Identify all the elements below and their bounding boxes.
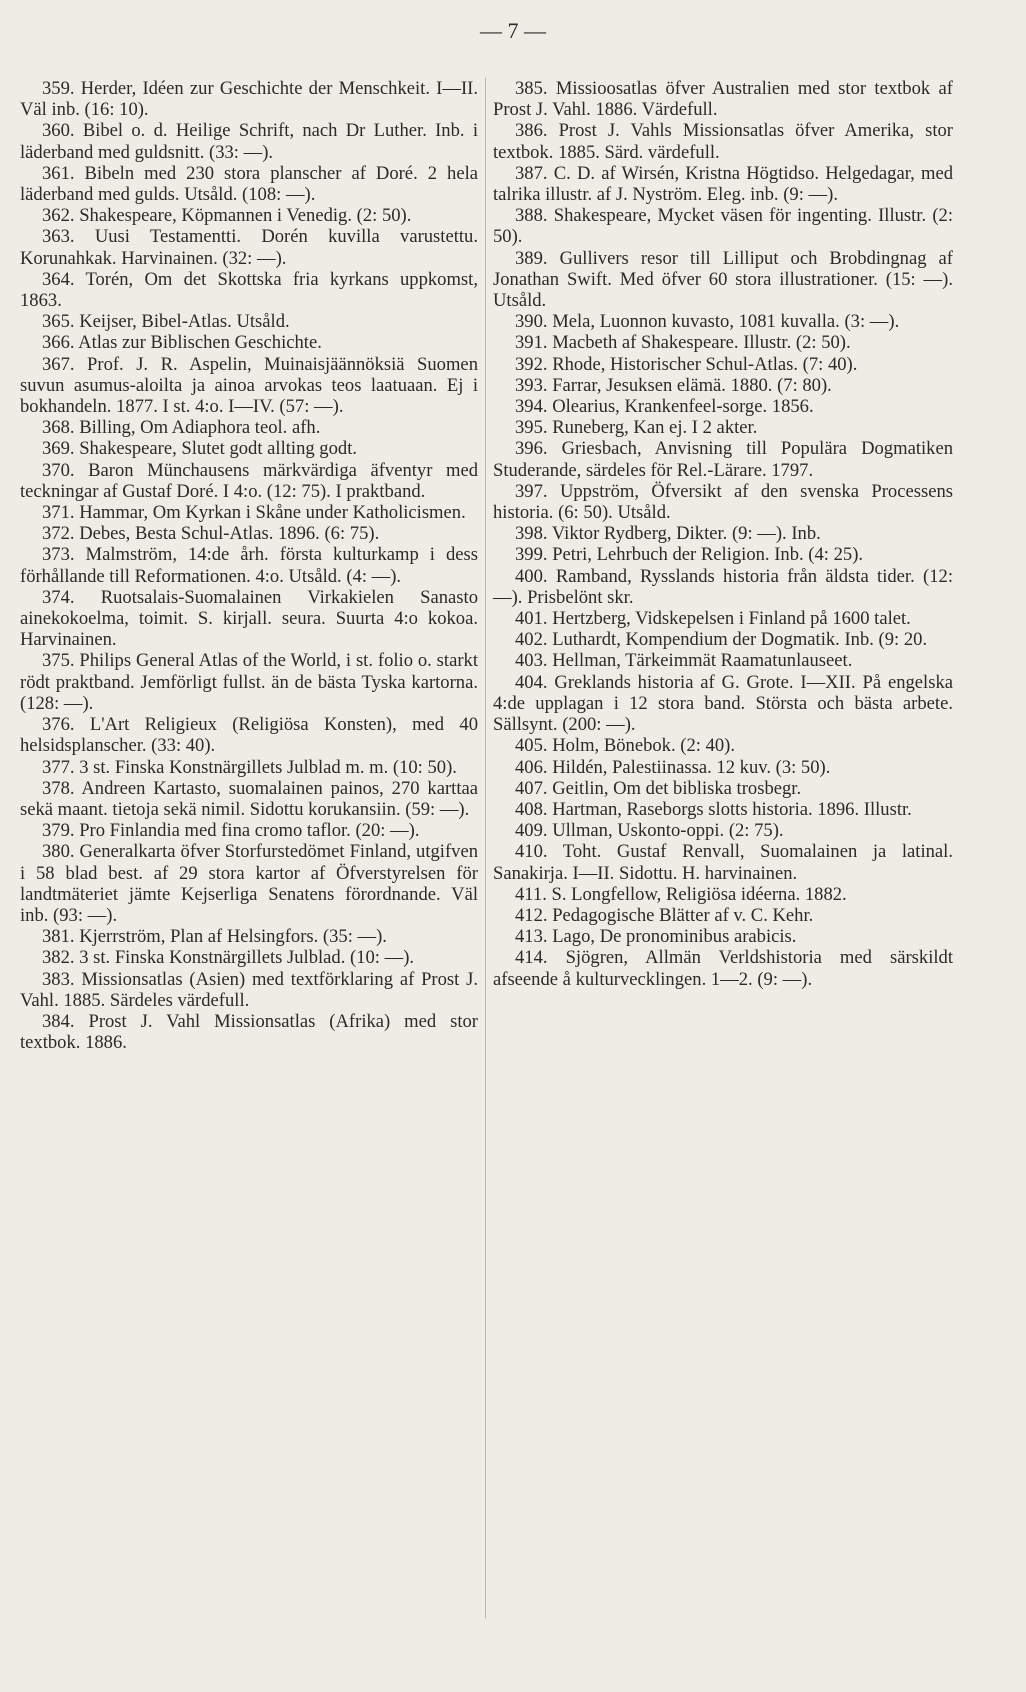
catalog-entry: 403. Hellman, Tärkeimmät Raamatunlauseet. — [515, 650, 853, 672]
catalog-entry: 406. Hildén, Palestiinassa. 12 kuv. (3: 50). — [515, 756, 831, 778]
catalog-entry: 367. Prof. J. R. Aspelin, Muinaisjäännöksiä Suomen suvun asumus-aloilta ja ainoa arvokas teos laatuaan. Ej i bokhandeln. 1877. I st. 4:o. I—IV. (57: —). — [20, 353, 478, 418]
catalog-entry: 391. Macbeth af Shakespeare. Illustr. (2: 50). — [515, 332, 851, 354]
catalog-entry: 392. Rhode, Historischer Schul-Atlas. (7: 40). — [515, 353, 858, 375]
catalog-entry: 411. S. Longfellow, Religiösa idéerna. 1882. — [515, 883, 847, 905]
catalog-entry: 381. Kjerrström, Plan af Helsingfors. (35: —). — [42, 926, 387, 948]
catalog-entry: 359. Herder, Idéen zur Geschichte der Menschkeit. I—II. Väl inb. (16: 10). — [20, 78, 478, 121]
catalog-entry: 405. Holm, Bönebok. (2: 40). — [515, 735, 736, 757]
catalog-entry: 382. 3 st. Finska Konstnärgillets Julblad. (10: —). — [42, 947, 415, 969]
catalog-entry: 399. Petri, Lehrbuch der Religion. Inb. (4: 25). — [515, 544, 864, 566]
catalog-entry: 389. Gullivers resor till Lilliput och Brobdingnag af Jonathan Swift. Med öfver 60 stora illustrationer. (15: —). Utsåld. — [493, 247, 953, 312]
catalog-entry: 409. Ullman, Uskonto-oppi. (2: 75). — [515, 820, 784, 842]
catalog-entry: 361. Bibeln med 230 stora planscher af Doré. 2 hela läderband med gulds. Utsåld. (108: —). — [20, 162, 478, 206]
catalog-entry: 364. Torén, Om det Skottska fria kyrkans uppkomst, 1863. — [20, 268, 478, 312]
catalog-entry: 387. C. D. af Wirsén, Kristna Högtidso. Helgedagar, med talrika illustr. af J. Nyström. Eleg. inb. (9: —). — [493, 162, 953, 206]
catalog-entry: 373. Malmström, 14:de årh. första kulturkamp i dess förhållande till Reformationen. 4:o. Utsåld. (4: —). — [20, 544, 478, 587]
catalog-entry: 368. Billing, Om Adiaphora teol. afh. — [42, 417, 321, 439]
catalog-entry: 410. Toht. Gustaf Renvall, Suomalainen ja latinal. Sanakirja. I—II. Sidottu. H. harvinainen. — [493, 841, 953, 884]
catalog-entry: 393. Farrar, Jesuksen elämä. 1880. (7: 80). — [515, 374, 832, 396]
catalog-entry: 363. Uusi Testamentti. Dorén kuvilla varustettu. Korunahkak. Harvinainen. (32: —). — [20, 226, 478, 269]
catalog-entry: 385. Missioosatlas öfver Australien med stor textbok af Prost J. Vahl. 1886. Värdefull. — [493, 78, 953, 121]
catalog-entry: 398. Viktor Rydberg, Dikter. (9: —). Inb. — [515, 523, 821, 545]
catalog-entry: 372. Debes, Besta Schul-Atlas. 1896. (6: 75). — [42, 523, 380, 545]
catalog-entry: 388. Shakespeare, Mycket väsen för ingenting. Illustr. (2: 50). — [493, 205, 953, 248]
catalog-entry: 379. Pro Finlandia med fina cromo taflor. (20: —). — [42, 820, 420, 842]
catalog-entry: 404. Greklands historia af G. Grote. I—XII. På engelska 4:de upplagan i 12 stora band. Största och bästa arbete. Sällsynt. (200: —). — [493, 671, 953, 736]
catalog-entry: 408. Hartman, Raseborgs slotts historia. 1896. Illustr. — [515, 798, 912, 820]
catalog-entry: 414. Sjögren, Allmän Verldshistoria med särskildt afseende å kulturvecklingen. 1—2. (9: —). — [493, 947, 953, 990]
catalog-entry: 369. Shakespeare, Slutet godt allting godt. — [42, 438, 358, 460]
catalog-entry: 377. 3 st. Finska Konstnärgillets Julblad m. m. (10: 50). — [42, 756, 457, 778]
catalog-entry: 395. Runeberg, Kan ej. I 2 akter. — [515, 417, 758, 439]
catalog-entry: 401. Hertzberg, Vidskepelsen i Finland på 1600 talet. — [515, 608, 911, 630]
catalog-entry: 380. Generalkarta öfver Storfurstedömet Finland, utgifven i 58 blad best. af 29 stora kartor af Öfverstyrelsen för landtmäteriet jämte Kejserliga Senatens förordnande. Väl inb. (93: —). — [20, 841, 478, 926]
catalog-entry: 383. Missionsatlas (Asien) med textförklaring af Prost J. Vahl. 1885. Särdeles värdefull. — [20, 968, 478, 1011]
catalog-entry: 375. Philips General Atlas of the World, i st. folio o. starkt rödt praktband. Jemförligt fullst. än de bästa Tyska kartorna. (128: —). — [20, 650, 478, 714]
catalog-entry: 407. Geitlin, Om det bibliska trosbegr. — [515, 777, 802, 799]
column-divider — [485, 78, 486, 1618]
catalog-entry: 412. Pedagogische Blätter af v. C. Kehr. — [515, 904, 814, 926]
catalog-entry: 376. L'Art Religieux (Religiösa Konsten), med 40 helsidsplanscher. (33: 40). — [20, 714, 478, 757]
catalog-entry: 371. Hammar, Om Kyrkan i Skåne under Katholicismen. — [42, 502, 466, 524]
catalog-entry: 360. Bibel o. d. Heilige Schrift, nach Dr Luther. Inb. i läderband med guldsnitt. (33: —). — [20, 120, 478, 163]
catalog-entry: 374. Ruotsalais-Suomalainen Virkakielen Sanasto ainekokoelma, toimit. S. kirjall. seura. Suurta 4:o kokoa. Harvinainen. — [20, 586, 478, 651]
catalog-entry: 413. Lago, De pronominibus arabicis. — [515, 926, 797, 948]
page-number: — 7 — — [480, 18, 546, 43]
catalog-entry: 386. Prost J. Vahls Missionsatlas öfver Amerika, stor textbok. 1885. Särd. värdefull. — [493, 120, 953, 163]
catalog-entry: 362. Shakespeare, Köpmannen i Venedig. (2: 50). — [42, 205, 412, 227]
catalog-entry: 378. Andreen Kartasto, suomalainen painos, 270 karttaa sekä maant. tietoja sekä nimil. Sidottu korukansiin. (59: —). — [20, 777, 478, 820]
catalog-entry: 394. Olearius, Krankenfeel-sorge. 1856. — [515, 396, 814, 418]
catalog-entry: 397. Uppström, Öfversikt af den svenska Processens historia. (6: 50). Utsåld. — [493, 480, 953, 524]
catalog-column-left — [20, 78, 478, 1053]
catalog-entry: 384. Prost J. Vahl Missionsatlas (Afrika) med stor textbok. 1886. — [20, 1010, 478, 1054]
catalog-column-right — [493, 78, 953, 990]
catalog-entry: 402. Luthardt, Kompendium der Dogmatik. Inb. (9: 20. — [515, 629, 928, 651]
catalog-entry: 366. Atlas zur Biblischen Geschichte. — [42, 332, 322, 354]
catalog-entry: 365. Keijser, Bibel-Atlas. Utsåld. — [42, 311, 290, 333]
catalog-entry: 390. Mela, Luonnon kuvasto, 1081 kuvalla. (3: —). — [515, 311, 900, 333]
catalog-entry: 396. Griesbach, Anvisning till Populära Dogmatiken Studerande, särdeles för Rel.-Lärare. 1797. — [493, 438, 953, 481]
catalog-entry: 400. Ramband, Rysslands historia från äldsta tider. (12: —). Prisbelönt skr. — [493, 565, 953, 608]
catalog-entry: 370. Baron Münchausens märkvärdiga äfventyr med teckningar af Gustaf Doré. I 4:o. (12: 75). I praktband. — [20, 459, 478, 502]
